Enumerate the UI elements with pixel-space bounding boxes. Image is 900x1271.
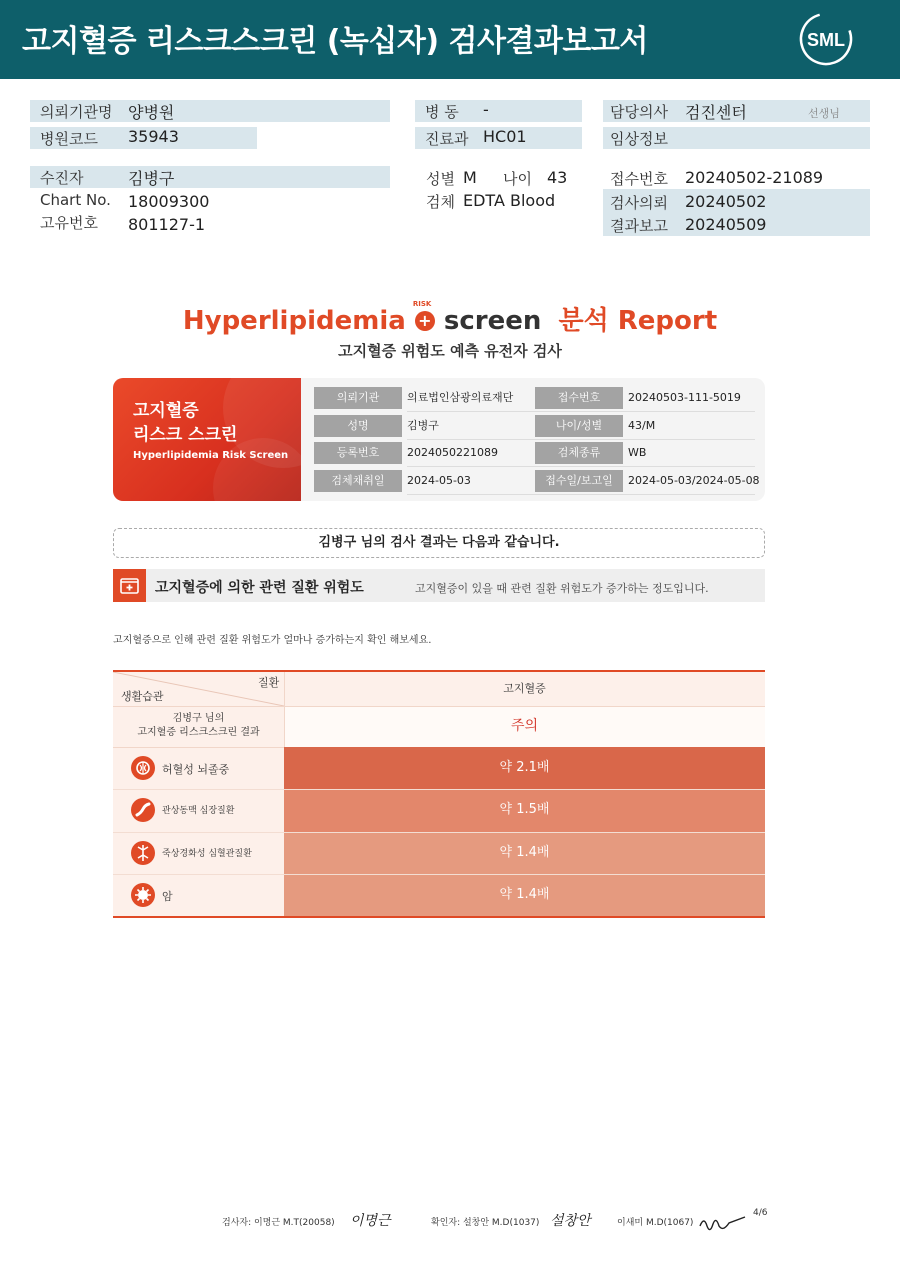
test-info-card xyxy=(113,378,765,501)
report-title: 고지혈증 리스크스크린 (녹십자) 검사결과보고서 xyxy=(22,24,648,59)
card-title-2: 리스크 스크린 xyxy=(133,425,238,445)
name-label: 수진자 xyxy=(40,169,84,187)
code-value: 35943 xyxy=(128,127,179,146)
risk-label: RISK xyxy=(412,300,432,308)
disease-name: 죽상경화성 심혈관질환 xyxy=(162,848,252,859)
confirmer-signature: 설창안 xyxy=(550,1213,591,1229)
card-field-value: 43/M xyxy=(628,418,656,432)
brand-title xyxy=(0,300,900,337)
doctor-value: 검진센터 xyxy=(685,103,747,122)
chart-label: Chart No. xyxy=(40,191,111,209)
risk-table xyxy=(113,670,765,918)
doctor-signature xyxy=(698,1212,748,1232)
confirmer-info: 확인자: 설창안 M.D(1037) xyxy=(431,1218,540,1228)
id-label: 고유번호 xyxy=(40,214,98,232)
section-header xyxy=(113,569,765,602)
tester-signature: 이명근 xyxy=(350,1213,391,1229)
result-summary: 김병구 님의 검사 결과는 다음과 같습니다. xyxy=(113,528,765,558)
result-label-line-2: 고지혈증 리스크스크린 결과 xyxy=(137,727,260,738)
chart-value: 18009300 xyxy=(128,192,210,211)
header-disease: 질환 xyxy=(258,676,280,689)
ward-label: 병 동 xyxy=(425,103,459,121)
row-divider xyxy=(113,789,765,790)
page-number: 4/6 xyxy=(753,1208,768,1218)
disease-name: 암 xyxy=(162,889,173,903)
sml-logo xyxy=(796,10,856,68)
brain-icon xyxy=(131,756,155,780)
dept-value: HC01 xyxy=(483,127,527,146)
sex-label: 성별 xyxy=(426,170,455,188)
row-bar xyxy=(30,166,390,188)
tester-info: 검사자: 이명근 M.T(20058) xyxy=(222,1218,335,1228)
table-bottom-border xyxy=(113,916,765,918)
card-field-label: 등록번호 xyxy=(314,442,402,464)
artery-icon xyxy=(131,841,155,865)
specimen-value: EDTA Blood xyxy=(463,191,556,210)
receipt-value: 20240502-21089 xyxy=(685,168,824,187)
report-value: 20240509 xyxy=(685,215,767,234)
disease-name: 관상동맥 심장질환 xyxy=(162,806,235,817)
card-title-3: Hyperlipidemia Risk Screen xyxy=(133,450,289,461)
result-label xyxy=(113,706,284,747)
card-row-divider xyxy=(407,411,755,412)
card-field-label: 접수번호 xyxy=(535,387,623,409)
card-field-label: 의뢰기관 xyxy=(314,387,402,409)
brand-part3: 분석 Report xyxy=(558,306,718,336)
medical-folder-icon xyxy=(113,569,146,602)
hospital-label: 의뢰기관명 xyxy=(40,103,113,121)
hospital-value: 양병원 xyxy=(128,103,175,122)
code-label: 병원코드 xyxy=(40,130,98,148)
card-row-divider xyxy=(407,494,755,495)
ward-value: - xyxy=(483,100,489,119)
doctor-label: 담당의사 xyxy=(610,103,668,121)
section-description: 고지혈증이 있을 때 관련 질환 위험도가 증가하는 정도입니다. xyxy=(415,582,709,595)
card-banner xyxy=(113,378,301,501)
specimen-label: 검체 xyxy=(426,193,455,211)
cancer-icon xyxy=(131,883,155,907)
risk-value: 약 1.4배 xyxy=(284,832,765,874)
dept-label: 진료과 xyxy=(425,130,469,148)
result-label-line-1: 김병구 님의 xyxy=(172,713,225,724)
clinical-label: 임상정보 xyxy=(610,130,668,148)
card-field-label: 검체채취일 xyxy=(314,470,402,492)
card-title-1: 고지혈증 xyxy=(133,401,199,421)
card-field-value: WB xyxy=(628,446,647,459)
card-field-value: 의료법인삼광의료재단 xyxy=(407,391,514,404)
brand-subtitle: 고지혈증 위험도 예측 유전자 검사 xyxy=(338,342,562,360)
risk-value: 약 2.1배 xyxy=(284,747,765,789)
disease-name: 허혈성 뇌졸중 xyxy=(162,763,230,776)
card-field-label: 나이/성별 xyxy=(535,415,623,437)
sex-value: M xyxy=(463,168,477,187)
heart-vessel-icon xyxy=(131,798,155,822)
receipt-label: 접수번호 xyxy=(610,170,668,188)
age-value: 43 xyxy=(547,168,568,187)
card-field-value: 2024050221089 xyxy=(407,446,498,459)
card-field-value: 2024-05-03/2024-05-08 xyxy=(628,473,760,487)
id-value: 801127-1 xyxy=(128,215,206,234)
result-value: 주의 xyxy=(284,706,765,747)
request-label: 검사의뢰 xyxy=(610,194,668,212)
card-row-divider xyxy=(407,439,755,440)
column-divider xyxy=(284,672,285,747)
card-field-label: 검체종류 xyxy=(535,442,623,464)
risk-plus-icon: + RISK xyxy=(415,311,435,331)
risk-value: 약 1.5배 xyxy=(284,789,765,831)
table-top-border xyxy=(113,670,765,672)
report-header xyxy=(0,0,900,79)
section-title: 고지혈증에 의한 관련 질환 위험도 xyxy=(155,580,364,596)
name-value: 김병구 xyxy=(128,169,175,188)
row-divider xyxy=(113,874,765,875)
brand-part1: Hyperlipidemia xyxy=(182,306,406,336)
logo-text: SML xyxy=(807,30,845,50)
age-label: 나이 xyxy=(503,170,532,188)
card-field-value: 김병구 xyxy=(407,418,439,432)
header-lifestyle: 생활습관 xyxy=(121,690,164,703)
row-divider xyxy=(113,832,765,833)
intro-text: 고지혈증으로 인해 관련 질환 위험도가 얼마나 증가하는지 확인 해보세요. xyxy=(113,635,432,646)
card-row-divider xyxy=(407,466,755,467)
card-field-label: 성명 xyxy=(314,415,402,437)
risk-value: 약 1.4배 xyxy=(284,874,765,916)
card-field-label: 접수일/보고일 xyxy=(535,470,623,492)
request-value: 20240502 xyxy=(685,192,767,211)
doctor-info: 이새미 M.D(1067) xyxy=(617,1218,694,1228)
card-field-value: 2024-05-03 xyxy=(407,473,471,487)
column-header: 고지혈증 xyxy=(284,672,765,706)
doctor-suffix: 선생님 xyxy=(808,107,840,120)
brand-part2: screen xyxy=(443,306,542,336)
report-label: 결과보고 xyxy=(610,217,668,235)
row-divider xyxy=(113,706,765,707)
card-field-value: 20240503-111-5019 xyxy=(628,391,741,404)
